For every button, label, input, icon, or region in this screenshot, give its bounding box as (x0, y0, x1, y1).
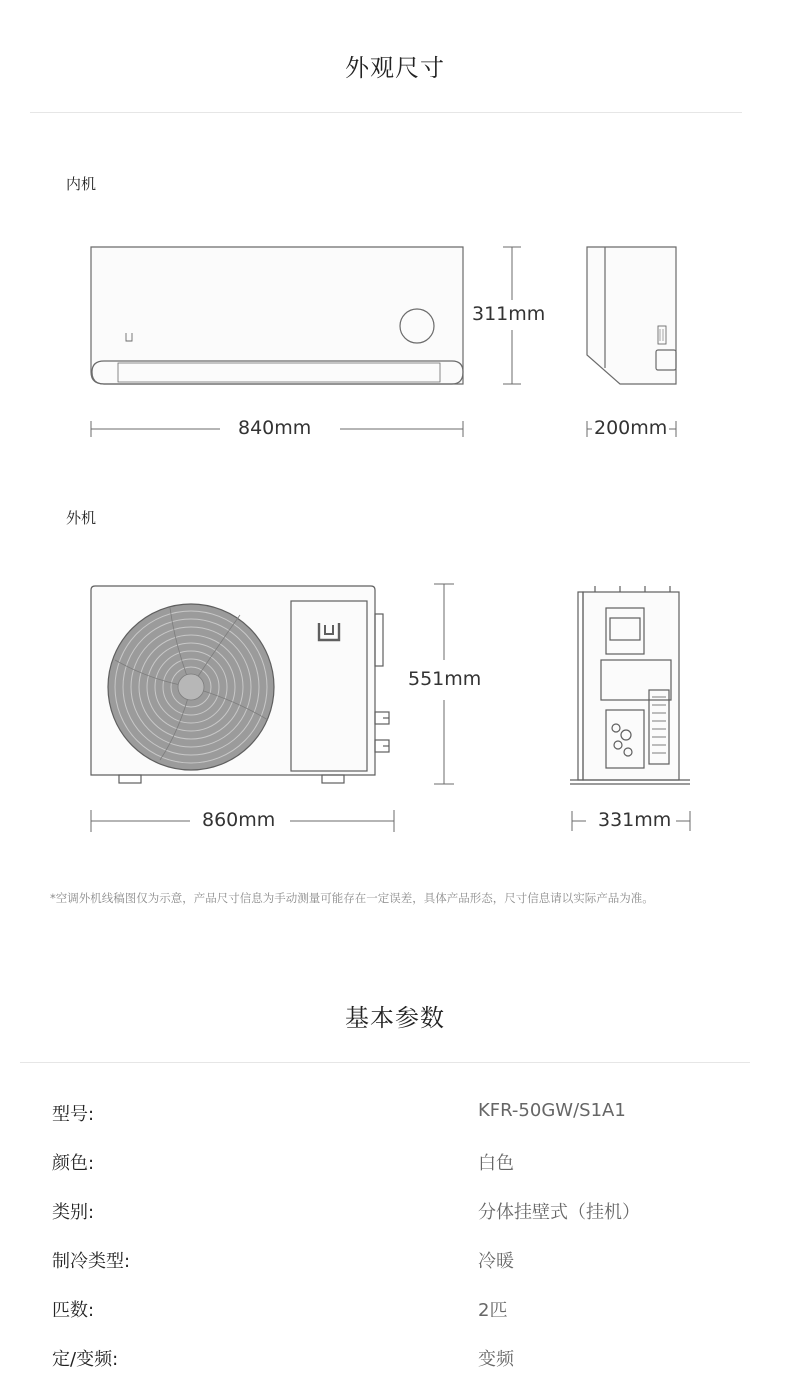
spec-value: KFR-50GW/S1A1 (478, 1100, 626, 1121)
outdoor-width-label: 860mm (202, 809, 276, 831)
specs-title: 基本参数 (345, 1004, 445, 1032)
spec-label: 匹数: (52, 1300, 95, 1321)
dimensions-title: 外观尺寸 (345, 54, 445, 82)
spec-row-frequency (0, 1345, 790, 1375)
spec-label: 颜色: (52, 1153, 95, 1174)
spec-row-model (0, 1100, 790, 1130)
spec-value: 2匹 (478, 1300, 508, 1321)
outdoor-unit-label: 外机 (66, 509, 97, 527)
spec-value: 白色 (478, 1153, 514, 1174)
spec-row-category (0, 1198, 790, 1228)
indoor-unit-label: 内机 (66, 175, 97, 193)
spec-value: 冷暖 (478, 1251, 514, 1272)
spec-label: 类别: (52, 1202, 95, 1223)
spec-label: 制冷类型: (52, 1251, 131, 1272)
spec-value: 变频 (478, 1349, 514, 1370)
spec-row-color (0, 1149, 790, 1179)
spec-label: 型号: (52, 1104, 95, 1125)
outdoor-height-label: 551mm (408, 668, 482, 690)
spec-label: 定/变频: (52, 1349, 119, 1370)
spec-row-horsepower (0, 1296, 790, 1326)
spec-value: 分体挂壁式（挂机） (478, 1202, 640, 1223)
spec-row-cooling-type (0, 1247, 790, 1277)
indoor-height-label: 311mm (472, 303, 546, 325)
outdoor-depth-label: 331mm (598, 809, 672, 831)
indoor-width-label: 840mm (238, 417, 312, 439)
specs-divider (20, 1062, 750, 1063)
dimensions-disclaimer: *空调外机线稿图仅为示意，产品尺寸信息为手动测量可能存在一定误差，具体产品形态，尺寸信息请以实际产品为准。 (50, 891, 654, 905)
indoor-depth-label: 200mm (594, 417, 668, 439)
